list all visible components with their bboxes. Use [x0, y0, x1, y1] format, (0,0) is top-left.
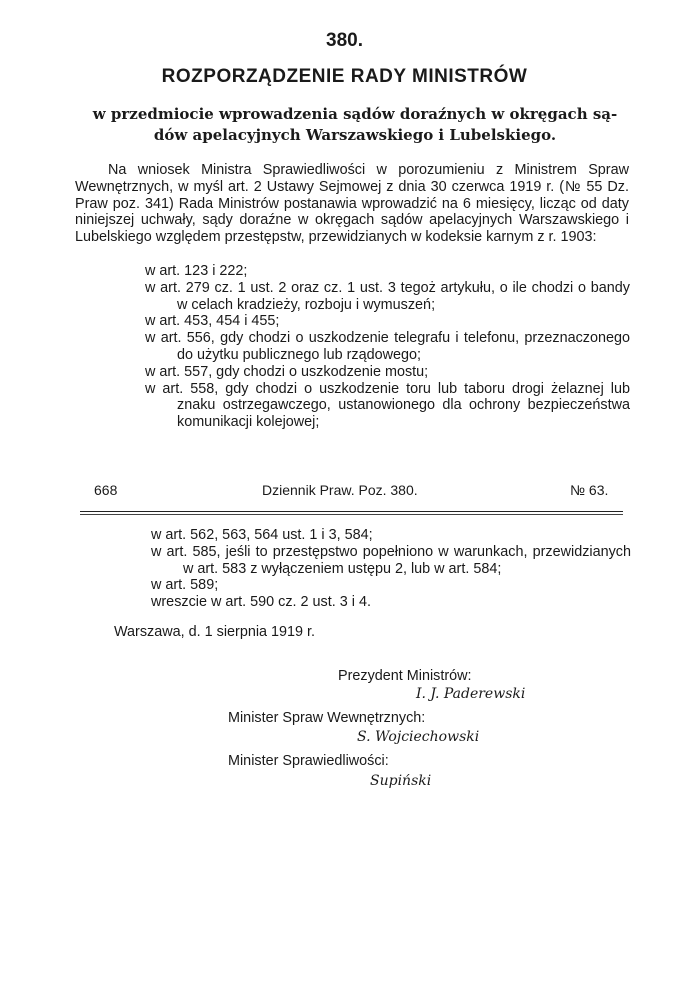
signature-role-interior-minister: Minister Spraw Wewnętrznych:: [228, 710, 426, 726]
journal-reference: Dziennik Praw. Poz. 380.: [262, 482, 418, 498]
signature-role-justice-minister: Minister Sprawiedliwości:: [228, 753, 389, 769]
list-item: w art. 558, gdy chodzi o uszkodzenie toru lub taboru drogi żelaznej lub znaku ostrzegawczego, ustanowionego dla ochrony bezpieczeństwa komunikacji kolejowej;: [145, 380, 630, 431]
page-number: 668: [94, 482, 118, 498]
issue-number: № 63.: [570, 482, 609, 498]
signature-name-justice-minister: Supiński: [370, 773, 432, 789]
list-item: w art. 123 i 222;: [145, 263, 248, 279]
intro-text: Na wniosek Ministra Sprawiedliwości w porozumieniu z Ministrem Spraw Wewnętrznych, w myśl art. 2 Ustawy Sejmowej z dnia 30 czerwca 1919 r. (№ 55 Dz. Praw poz. 341) Rada Ministrów postanawia wprowadzić na 6 miesięcy, licząc od daty niniejszej uchwały, sądy doraźne w okręgach sądów apelacyjnych Warszawskiego i Lubelskiego względem przestępstw, przewidzianych w kodeksie karnym z r. 1903:: [75, 162, 629, 246]
signature-name-prime-minister: I. J. Paderewski: [416, 686, 526, 702]
page-footer: [0, 482, 689, 506]
signature-name-interior-minister: S. Wojciechowski: [357, 729, 480, 745]
list-item: w art. 453, 454 i 455;: [145, 313, 280, 330]
subtitle-line-1: w przedmiocie wprowadzenia sądów doraźnych w okręgach są-: [92, 105, 618, 123]
document-title: ROZPORZĄDZENIE RADY MINISTRÓW: [161, 66, 528, 87]
act-number: 380.: [326, 30, 363, 51]
article-list-2: [151, 527, 631, 611]
list-item: w art. 279 cz. 1 ust. 2 oraz cz. 1 ust. 3 tegoż artykułu, o ile chodzi o bandy w celach kradzieży, rozboju i wymuszeń;: [145, 279, 630, 313]
list-item: w art. 585, jeśli to przestępstwo popełniono w warunkach, przewidzianych w art. 583 z wyłączeniem ustępu 2, lub w art. 584;: [151, 543, 631, 577]
article-list-1: [145, 263, 630, 431]
list-item: wreszcie w art. 590 cz. 2 ust. 3 i 4.: [151, 594, 371, 611]
divider-line: [80, 511, 623, 512]
subtitle-line-2: dów apelacyjnych Warszawskiego i Lubelskiego.: [153, 126, 557, 144]
place-and-date: Warszawa, d. 1 sierpnia 1919 r.: [114, 624, 316, 640]
list-item: w art. 557, gdy chodzi o uszkodzenie mostu;: [145, 363, 429, 380]
intro-paragraph: [75, 162, 629, 246]
list-item: w art. 556, gdy chodzi o uszkodzenie telegrafu i telefonu, przeznaczonego do użytku publicznego lub rządowego;: [145, 330, 630, 363]
list-item: w art. 589;: [151, 577, 219, 594]
document-subtitle: [70, 104, 640, 146]
signature-role-prime-minister: Prezydent Ministrów:: [338, 668, 472, 684]
divider-line-secondary: [80, 514, 623, 515]
list-item: w art. 562, 563, 564 ust. 1 i 3, 584;: [151, 527, 373, 543]
